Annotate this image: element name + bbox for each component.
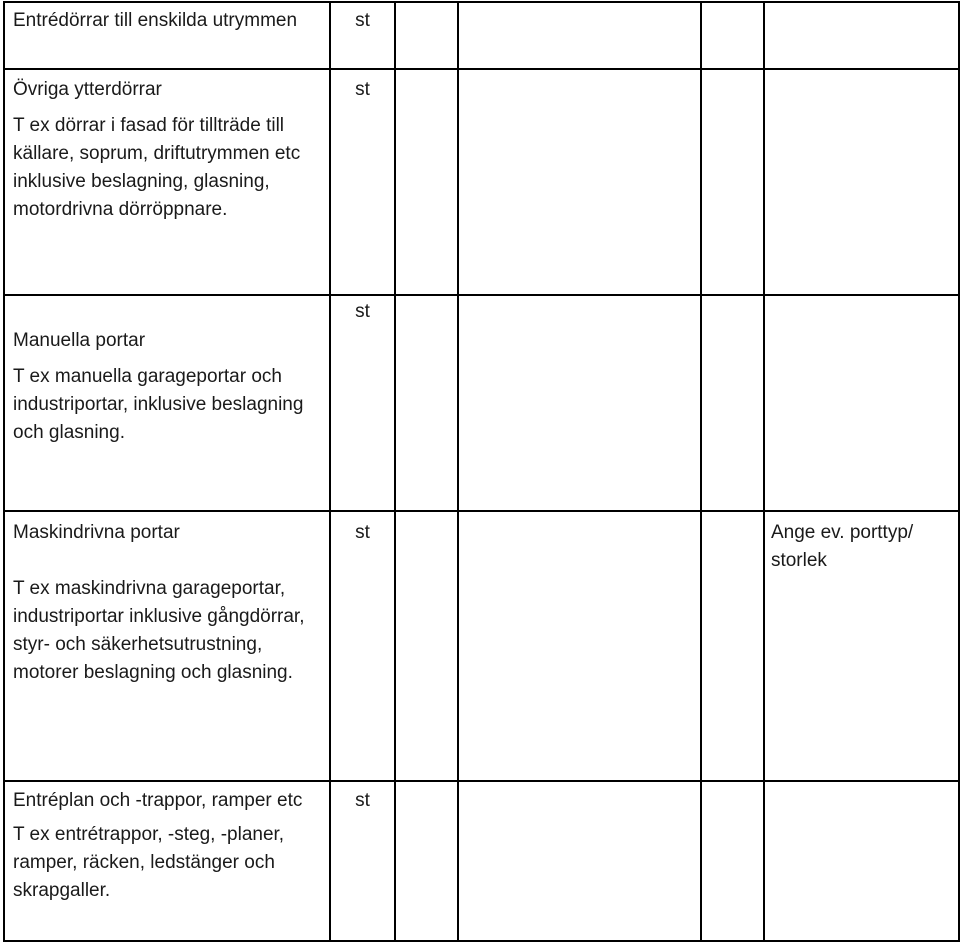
item-title: Entréplan och -trappor, ramper etc bbox=[13, 790, 303, 811]
item-title: Entrédörrar till enskilda utrymmen bbox=[13, 10, 298, 31]
note-cell bbox=[764, 69, 959, 295]
note-cell bbox=[764, 2, 959, 69]
quantity-table bbox=[3, 1, 960, 942]
item-title: Övriga ytterdörrar bbox=[13, 79, 162, 100]
unit-cell bbox=[330, 2, 396, 69]
table-row bbox=[4, 781, 959, 941]
unit-cell bbox=[330, 781, 396, 941]
unit-label: st bbox=[355, 790, 370, 811]
blank-cell bbox=[701, 511, 764, 781]
item-cell bbox=[4, 2, 330, 69]
blank-cell bbox=[395, 295, 457, 511]
item-description: T ex entrétrappor, -steg, -planer, ramper, räcken, ledstänger och skrapgaller. bbox=[13, 824, 285, 901]
blank-cell bbox=[701, 2, 764, 69]
note-text: Ange ev. porttyp/ storlek bbox=[770, 522, 914, 571]
item-cell bbox=[4, 781, 330, 941]
blank-cell bbox=[458, 511, 701, 781]
unit-label: st bbox=[355, 301, 370, 322]
note-cell bbox=[764, 295, 959, 511]
unit-label: st bbox=[355, 10, 370, 31]
table-row bbox=[4, 69, 959, 295]
item-cell bbox=[4, 511, 330, 781]
blank-cell bbox=[701, 295, 764, 511]
note-cell bbox=[764, 781, 959, 941]
unit-label: st bbox=[355, 79, 370, 100]
item-description: T ex maskindrivna garageportar, industriportar inklusive gångdörrar, styr- och säkerhetsutrustning, motorer beslagning och glasning. bbox=[13, 578, 305, 683]
blank-cell bbox=[395, 511, 457, 781]
unit-cell bbox=[330, 295, 396, 511]
blank-cell bbox=[395, 69, 457, 295]
blank-cell bbox=[395, 781, 457, 941]
blank-cell bbox=[395, 2, 457, 69]
item-title: Manuella portar bbox=[13, 330, 146, 351]
blank-cell bbox=[701, 69, 764, 295]
blank-cell bbox=[458, 295, 701, 511]
unit-cell bbox=[330, 511, 396, 781]
table-row bbox=[4, 2, 959, 69]
item-cell bbox=[4, 69, 330, 295]
item-description: T ex manuella garageportar och industriportar, inklusive beslagning och glasning. bbox=[13, 366, 304, 443]
note-cell bbox=[764, 511, 959, 781]
table-row bbox=[4, 511, 959, 781]
unit-cell bbox=[330, 69, 396, 295]
blank-cell bbox=[701, 781, 764, 941]
blank-cell bbox=[458, 781, 701, 941]
table-row bbox=[4, 295, 959, 511]
item-cell bbox=[4, 295, 330, 511]
item-title: Maskindrivna portar bbox=[13, 522, 180, 543]
blank-cell bbox=[458, 2, 701, 69]
unit-label: st bbox=[355, 522, 370, 543]
item-description: T ex dörrar i fasad för tillträde till källare, soprum, driftutrymmen etc inklusive beslagning, glasning, motordrivna dörröppnare. bbox=[13, 115, 301, 220]
blank-cell bbox=[458, 69, 701, 295]
